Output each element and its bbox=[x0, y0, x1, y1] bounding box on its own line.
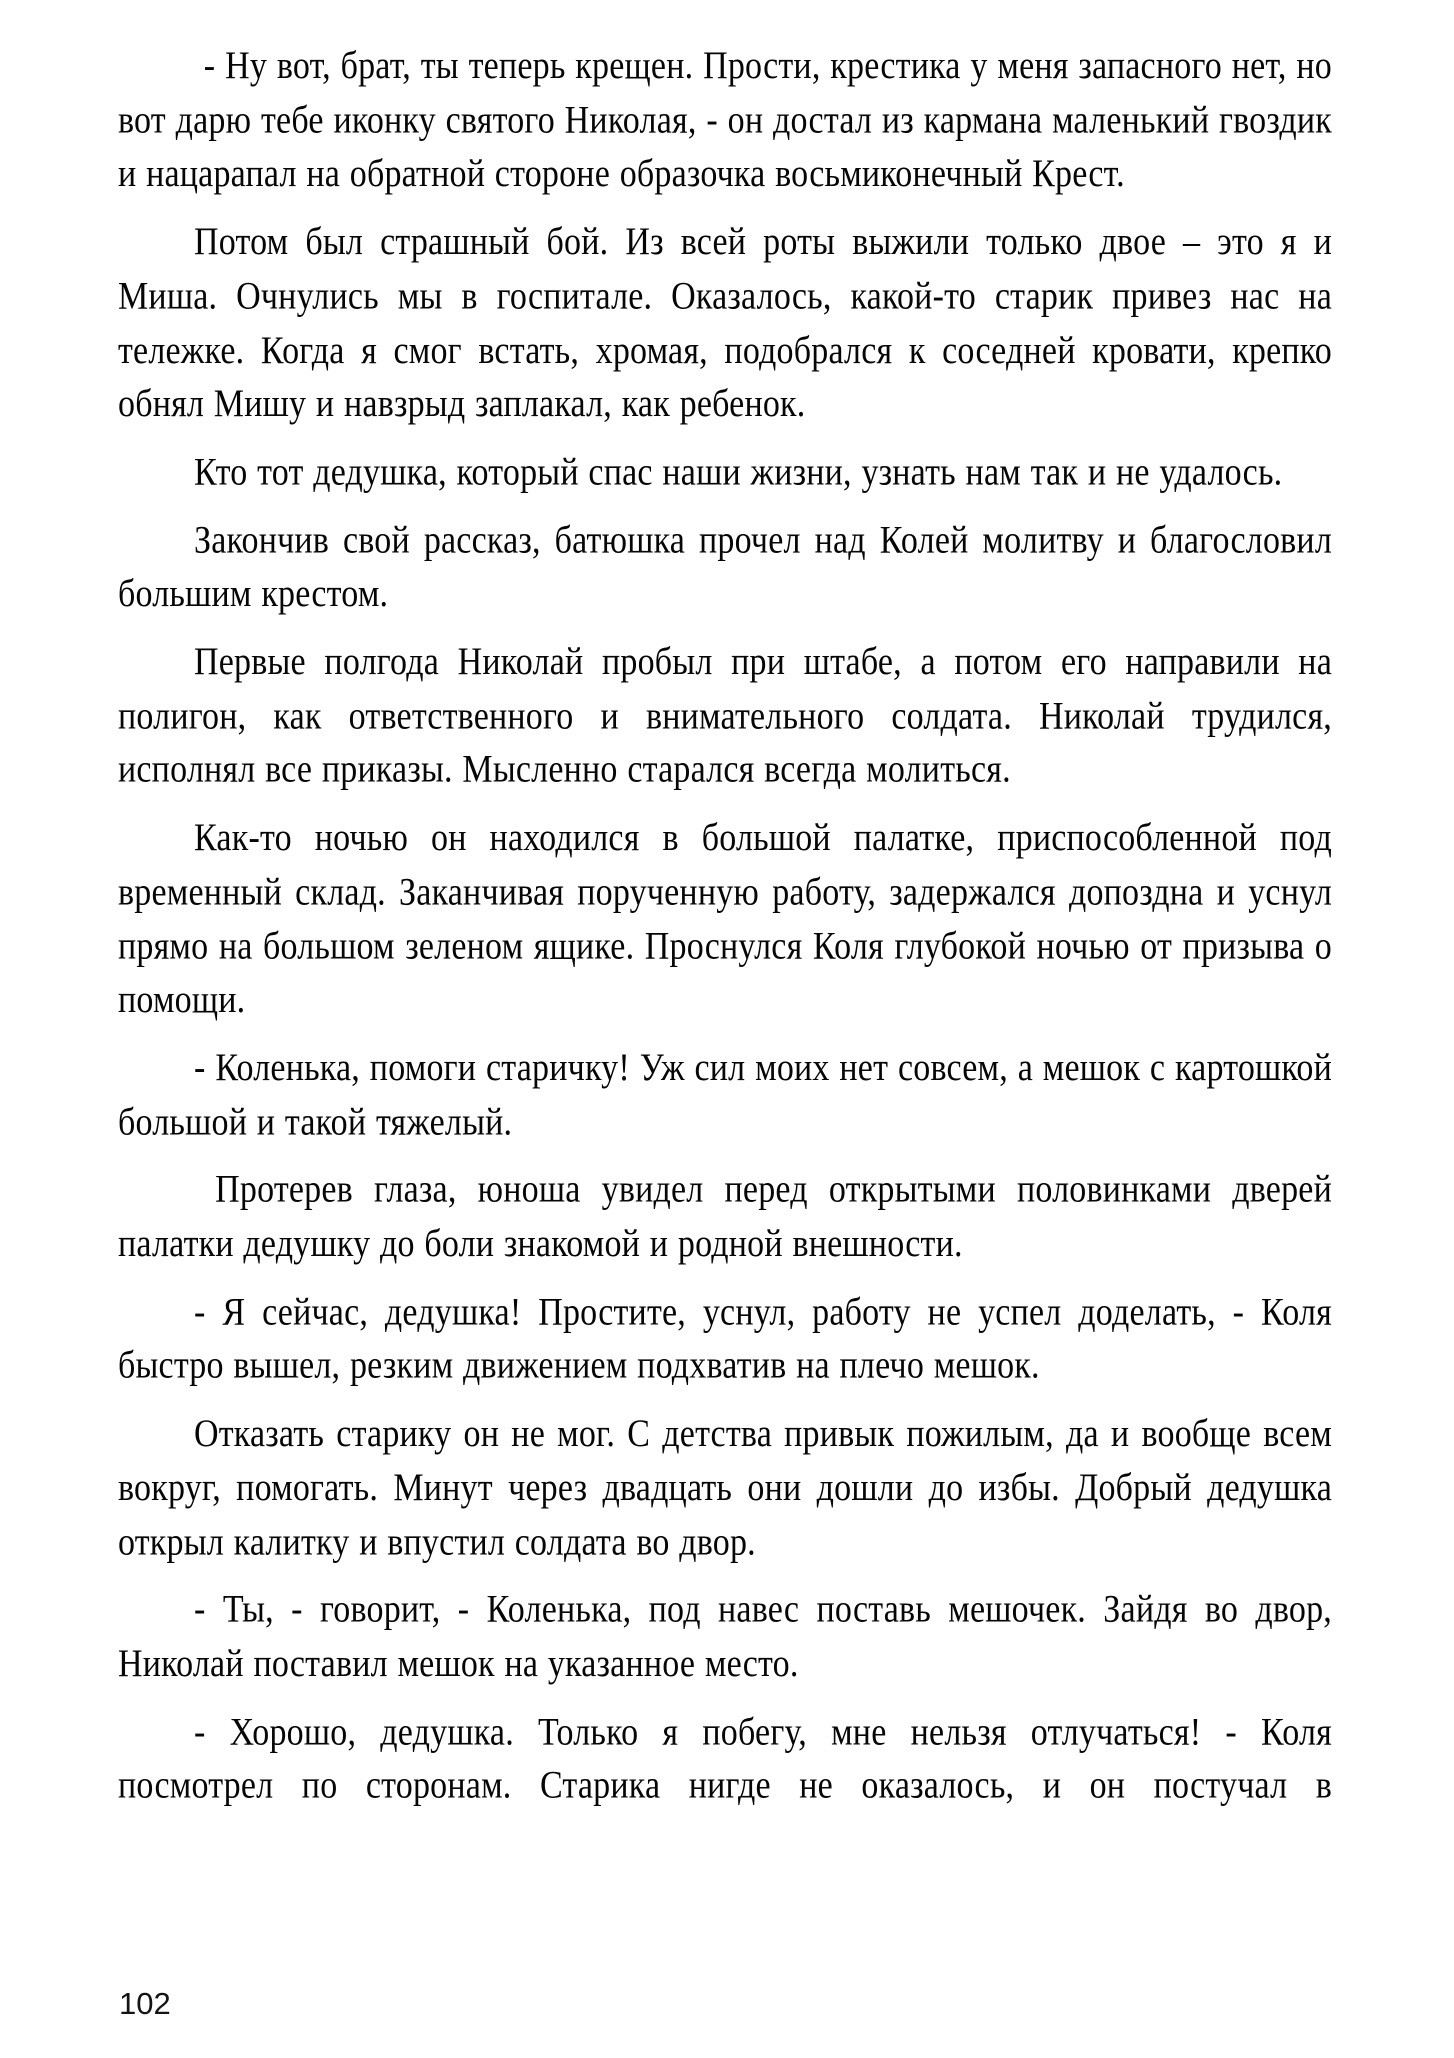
paragraph-battle: Потом был страшный бой. Из всей роты выжили только двое – это я и Миша. Очнулись мы в госпитале. Оказалось, какой-то старик привез нас на тележке. Когда я смог встать, хромая, подобрался к соседней кровати, крепко обнял Мишу и навзрыд заплакал, как ребенок. bbox=[118, 220, 1332, 426]
paragraph-rubbing-eyes: Протерев глаза, юноша увидел перед открытыми половинками дверей палатки дедушку до боли знакомой и родной внешности. bbox=[118, 1168, 1332, 1266]
paragraph-night-in-tent: Как-то ночью он находился в большой палатке, приспособленной под временный склад. Заканчивая порученную работу, задержался допоздна и уснул прямо на большом зеленом ящике. Проснулся Коля глубокой ночью от призыва о помощи. bbox=[118, 816, 1332, 1022]
paragraph-goodbye: - Хорошо, дедушка. Только я побегу, мне нельзя отлучаться! - Коля посмотрел по сторонам. Старика нигде не оказалось, и он постучал в bbox=[118, 1710, 1332, 1808]
paragraph-grandfather-unknown: Кто тот дедушка, который спас наши жизни, узнать нам так и не удалось. bbox=[194, 450, 1283, 494]
paragraph-baptism: - Ну вот, брат, ты теперь крещен. Прости, крестика у меня запасного нет, но вот дарю тебе иконку святого Николая, - он достал из кармана маленький гвоздик и нацарапал на обратной стороне образочка восьмиконечный Крест. bbox=[118, 44, 1332, 196]
page-number: 102 bbox=[119, 1986, 171, 2021]
text-block bbox=[118, 40, 1332, 1814]
paragraph-could-not-refuse: Отказать старику он не мог. С детства привык пожилым, да и вообще всем вокруг, помогать. Минут через двадцать они дошли до избы. Добрый дедушка открыл калитку и впустил солдата во двор. bbox=[118, 1412, 1332, 1564]
paragraph-sack-under-shed: - Ты, - говорит, - Коленька, под навес поставь мешочек. Зайдя во двор, Николай поставил мешок на указанное место. bbox=[118, 1588, 1332, 1686]
paragraph-priest-blessing: Закончив свой рассказ, батюшка прочел над Колей молитву и благословил большим крестом. bbox=[118, 518, 1332, 616]
paragraph-first-half-year: Первые полгода Николай пробыл при штабе, а потом его направили на полигон, как ответственного и внимательного солдата. Николай трудился, исполнял все приказы. Мысленно старался всегда молиться. bbox=[118, 640, 1332, 792]
paragraph-help-request: - Коленька, помоги старичку! Уж сил моих нет совсем, а мешок с картошкой большой и такой тяжелый. bbox=[118, 1046, 1332, 1144]
paragraph-kolya-reply: - Я сейчас, дедушка! Простите, уснул, работу не успел доделать, - Коля быстро вышел, резким движением подхватив на плечо мешок. bbox=[118, 1290, 1332, 1388]
